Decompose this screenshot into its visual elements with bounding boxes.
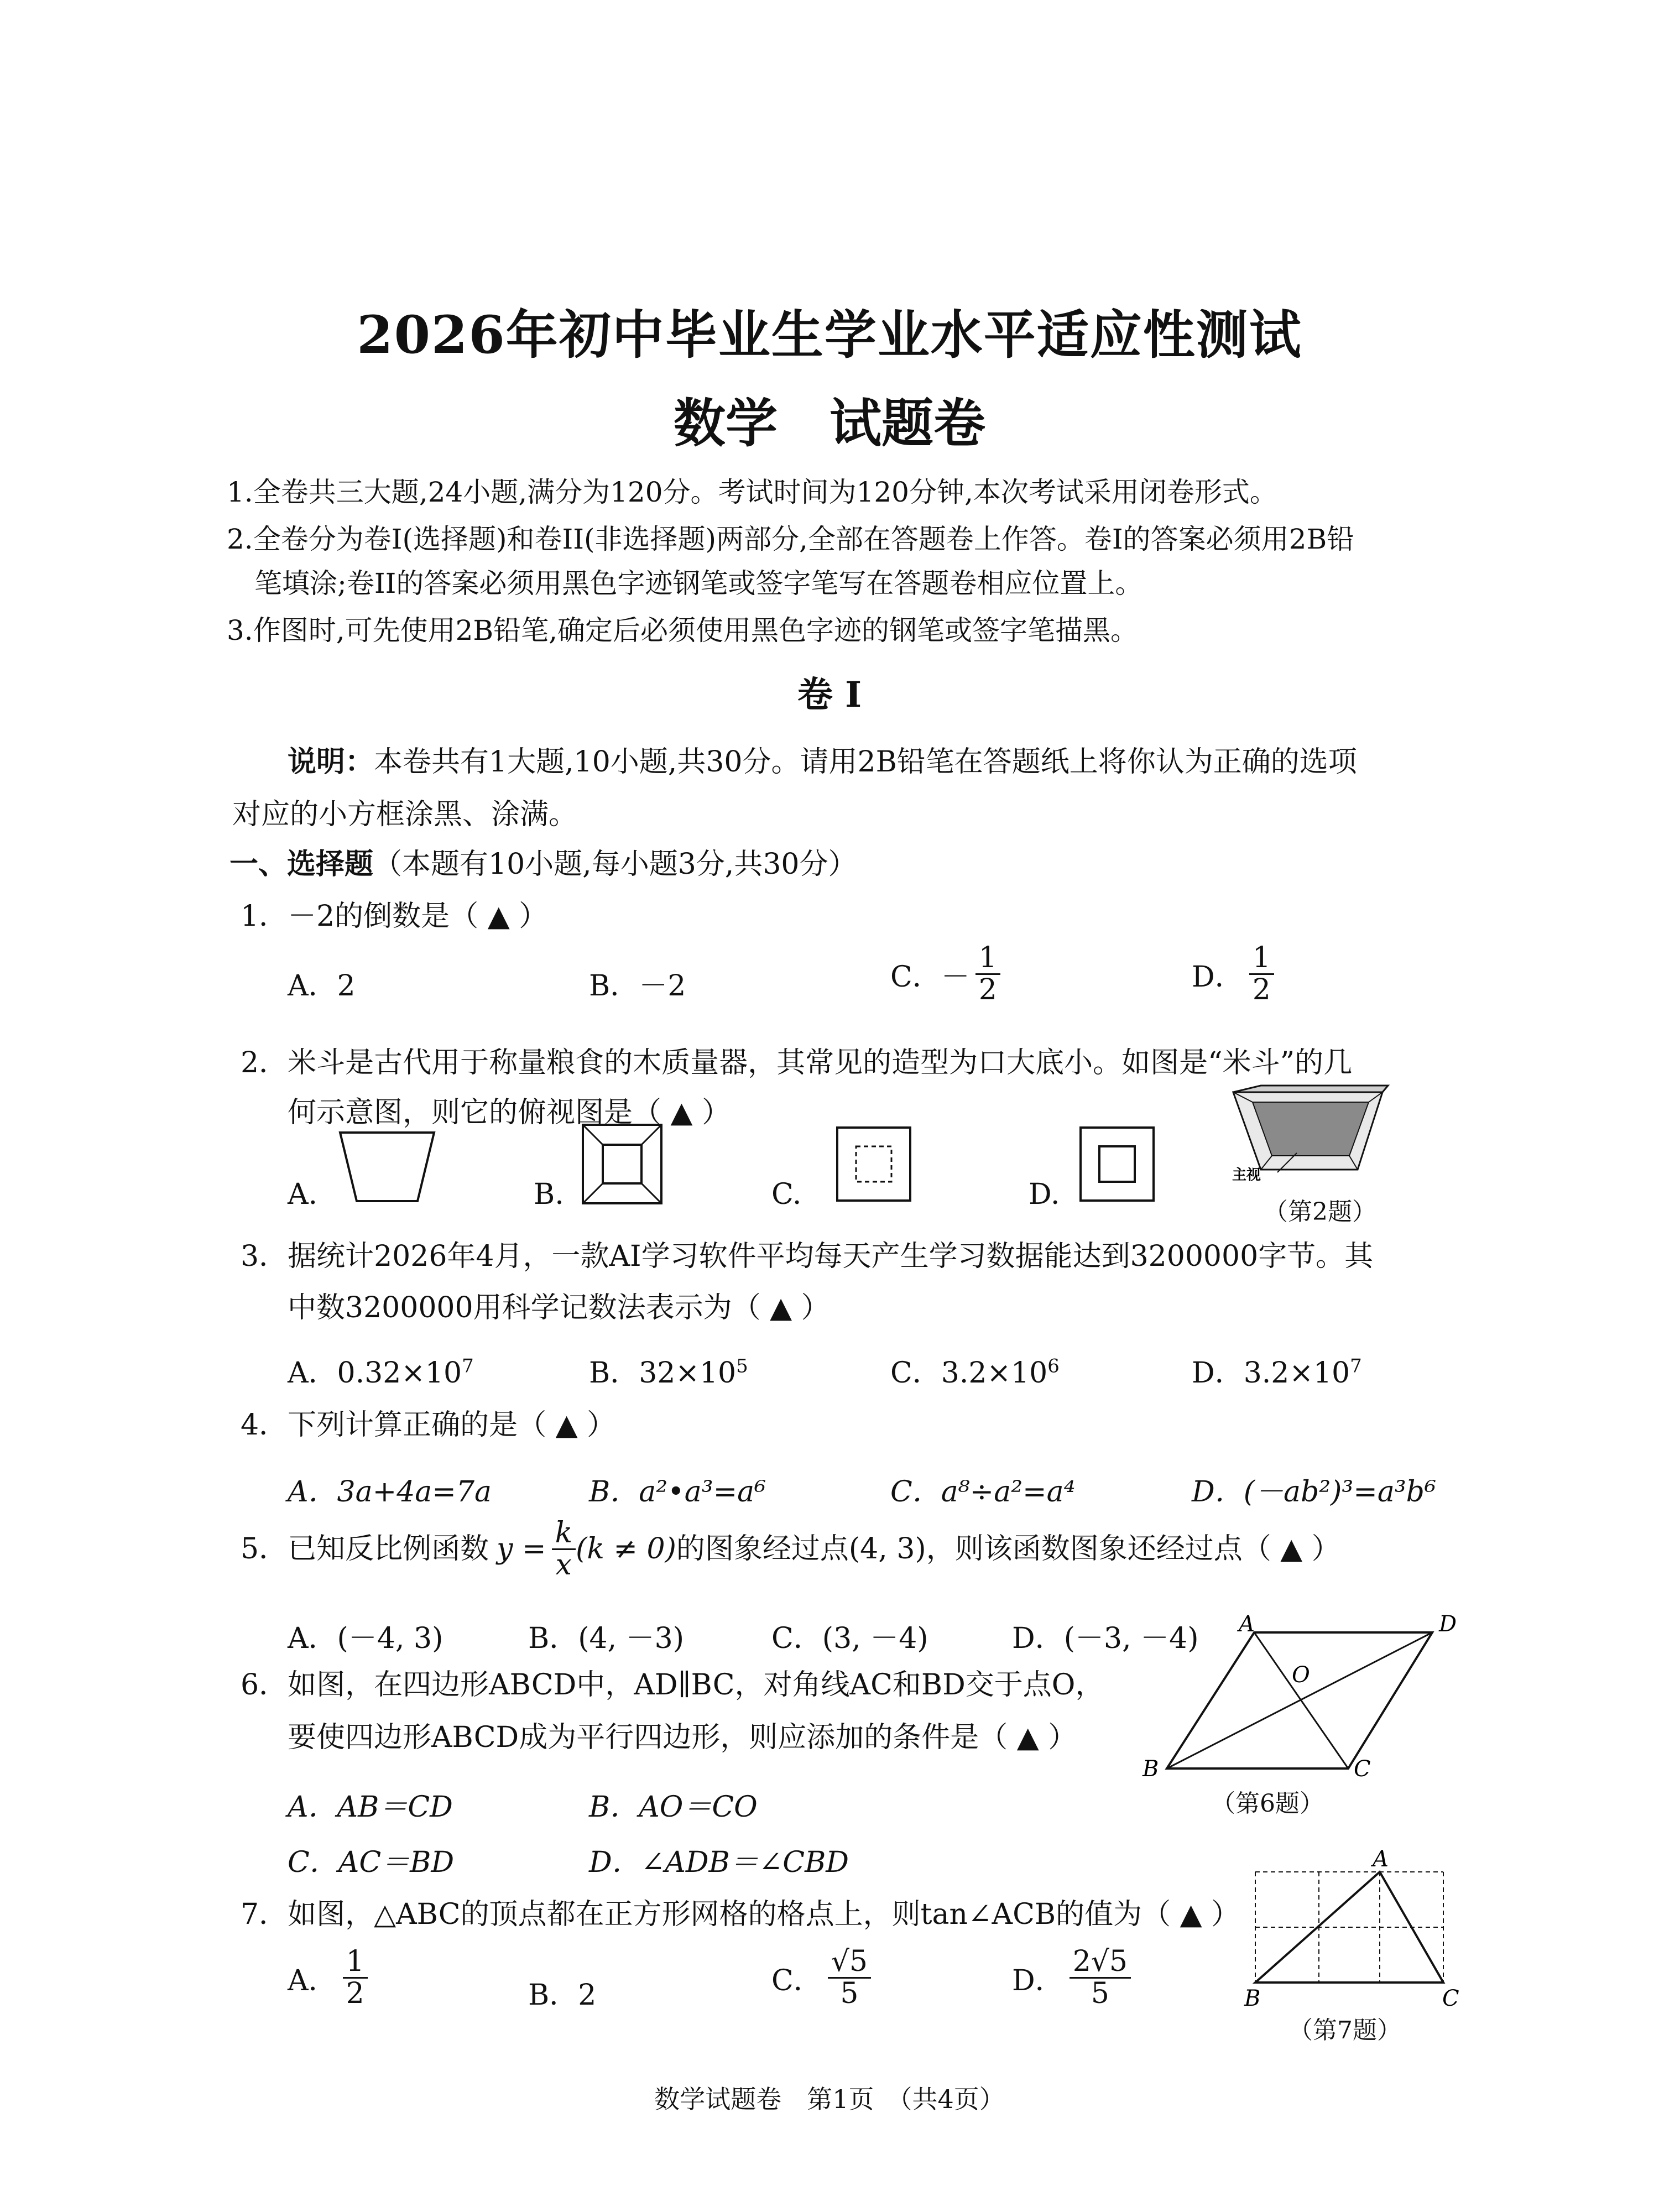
q2-option-b: B. — [534, 1178, 564, 1211]
instruction-1: 1.全卷共三大题,24小题,满分为120分。考试时间为120分钟,本次考试采用闭卷形式。 — [227, 476, 1277, 508]
q3-line2: 中数3200000用科学记数法表示为（ ▲ ） — [288, 1291, 830, 1324]
q2-option-d-figure — [1078, 1125, 1156, 1203]
q2-option-b-figure — [581, 1123, 664, 1206]
q3-a-exp: 7 — [462, 1355, 474, 1378]
q6-label-a: A — [1239, 1611, 1255, 1637]
q3-d-exp: 7 — [1350, 1355, 1362, 1378]
q1-option-c — [890, 943, 1000, 1005]
section-note — [232, 735, 1449, 841]
q7-c-num: √5 — [828, 1947, 871, 1979]
q6-line1: 6．如图，在四边形ABCD中，AD∥BC，对角线AC和BD交于点O， — [241, 1668, 1104, 1702]
q2-option-a-figure — [337, 1128, 437, 1206]
q6-label-b: B — [1142, 1756, 1159, 1781]
q2-line2: 何示意图，则它的俯视图是（ ▲ ） — [288, 1096, 731, 1129]
q4-stem: 4．下列计算正确的是（ ▲ ） — [241, 1408, 616, 1442]
q3-option-d — [1192, 1349, 1362, 1391]
q7-caption: （第7题） — [1288, 2016, 1401, 2044]
q1-d-label: D． — [1192, 960, 1244, 994]
q7-label-b: B — [1244, 1986, 1261, 2010]
q1-stem: 1．－2的倒数是（ ▲ ） — [241, 900, 548, 933]
section-title: 卷 I — [797, 674, 862, 716]
q6-option-b: B．AO＝CO — [589, 1791, 758, 1824]
q7-a-num: 1 — [343, 1947, 368, 1979]
q5-stem — [241, 1518, 1340, 1580]
q2-option-a: A. — [288, 1178, 318, 1211]
exam-title: 2026年初中毕业生学业水平适应性测试 — [357, 305, 1302, 366]
q4-option-d: D．(－ab²)³=a³b⁶ — [1192, 1475, 1436, 1509]
q7-label-c: C — [1442, 1986, 1459, 2010]
q7-a-den: 2 — [346, 1976, 364, 2010]
q2-option-c: C. — [771, 1178, 802, 1211]
page-footer: 数学试题卷 第1页 （共4页） — [654, 2084, 1005, 2114]
q1-d-fraction — [1249, 943, 1274, 1005]
q3-option-a — [288, 1349, 474, 1391]
q6-quadrilateral-figure — [1134, 1609, 1471, 1781]
q7-grid-figure — [1233, 1850, 1465, 2010]
instruction-2-cont: 笔填涂;卷II的答案必须用黑色字迹钢笔或签字笔写在答题卷相应位置上。 — [254, 567, 1143, 599]
q6-caption: （第6题） — [1211, 1790, 1324, 1818]
q6-option-c: C．AC＝BD — [288, 1846, 455, 1879]
q1-option-d — [1192, 943, 1274, 1005]
q7-c-label: C． — [771, 1964, 822, 1997]
q1-c-label: C．－ — [890, 960, 970, 994]
q7-a-label: A． — [288, 1964, 337, 1997]
q6-line2: 要使四边形ABCD成为平行四边形，则应添加的条件是（ ▲ ） — [288, 1721, 1077, 1754]
q3-d-base: D．3.2×10 — [1192, 1357, 1350, 1390]
q1-c-fraction — [975, 943, 1000, 1005]
q3-option-b — [589, 1349, 748, 1391]
q5-post: 的图象经过点(4, 3)，则该函数图象还经过点（ ▲ ） — [676, 1532, 1340, 1566]
q2-caption: （第2题） — [1264, 1198, 1376, 1226]
q2-rice-measure-figure — [1222, 1081, 1399, 1192]
q7-d-label: D． — [1012, 1964, 1064, 1997]
q6-label-o: O — [1292, 1662, 1310, 1688]
q5-option-d: D．(－3, －4) — [1012, 1622, 1199, 1655]
q7-d-fraction — [1070, 1947, 1131, 2008]
q5-num: k — [552, 1518, 576, 1550]
q5-cond: (k ≠ 0) — [576, 1532, 676, 1566]
note-line2: 对应的小方框涂黑、涂满。 — [232, 798, 578, 831]
q3-line1: 3．据统计2026年4月，一款AI学习软件平均每天产生学习数据能达到3200000字节。其 — [241, 1240, 1374, 1273]
q5-option-c: C．(3, －4) — [771, 1622, 928, 1655]
q7-c-fraction — [828, 1947, 871, 2008]
q2-figure-label: 主视 — [1232, 1167, 1261, 1183]
instruction-3: 3.作图时,可先使用2B铅笔,确定后必须使用黑色字迹的钢笔或签字笔描黑。 — [227, 614, 1139, 646]
q1-d-den: 2 — [1252, 973, 1271, 1006]
q6-option-a: A．AB＝CD — [288, 1791, 453, 1824]
q3-c-exp: 6 — [1047, 1355, 1060, 1378]
part-heading — [229, 838, 857, 891]
q5-option-b: B．(4, －3) — [528, 1622, 685, 1655]
q6-label-c: C — [1354, 1756, 1371, 1781]
q7-label-a: A — [1373, 1850, 1389, 1872]
q4-option-c: C．a⁸÷a²=a⁴ — [890, 1475, 1076, 1509]
q4-option-a: A．3a+4a=7a — [288, 1475, 492, 1509]
q7-option-c — [771, 1947, 871, 2008]
q7-c-den: 5 — [840, 1976, 859, 2010]
q2-option-c-figure — [835, 1125, 912, 1203]
q3-c-base: C．3.2×10 — [890, 1357, 1048, 1390]
q5-pre: 5．已知反比例函数 — [241, 1532, 489, 1566]
q2-line1: 2．米斗是古代用于称量粮食的木质量器，其常见的造型为口大底小。如图是“米斗”的几 — [241, 1046, 1353, 1079]
q7-d-num: 2√5 — [1070, 1947, 1131, 1979]
q3-b-exp: 5 — [736, 1355, 748, 1378]
q6-option-d: D．∠ADB＝∠CBD — [589, 1846, 849, 1879]
q4-option-b: B．a²•a³=a⁶ — [589, 1475, 766, 1509]
q3-b-base: B．32×10 — [589, 1357, 737, 1390]
q7-option-d — [1012, 1947, 1131, 2008]
q1-c-den: 2 — [978, 973, 997, 1006]
q3-option-c — [890, 1349, 1060, 1391]
q5-option-a: A．(－4, 3) — [288, 1622, 444, 1655]
q7-d-den: 5 — [1091, 1976, 1109, 2010]
q6-label-d: D — [1439, 1611, 1457, 1637]
q5-fraction — [552, 1518, 576, 1580]
q2-option-d: D. — [1029, 1178, 1060, 1211]
q1-c-num: 1 — [975, 943, 1000, 975]
q1-d-num: 1 — [1249, 943, 1274, 975]
note-line1: 本卷共有1大题,10小题,共30分。请用2B铅笔在答题纸上将你认为正确的选项 — [374, 745, 1357, 779]
q7-stem: 7．如图，△ABC的顶点都在正方形网格的格点上，则tan∠ACB的值为（ ▲ ） — [241, 1898, 1240, 1931]
exam-subtitle: 数学 试题卷 — [673, 393, 985, 454]
q5-y: y = — [497, 1532, 546, 1566]
q1-option-a: A．2 — [288, 969, 356, 1003]
part-desc: （本题有10小题,每小题3分,共30分） — [373, 848, 857, 881]
q7-a-fraction — [343, 1947, 368, 2008]
instruction-2: 2.全卷分为卷I(选择题)和卷II(非选择题)两部分,全部在答题卷上作答。卷I的答案必须用2B铅 — [227, 523, 1355, 555]
q1-option-b: B．－2 — [589, 969, 686, 1003]
q7-option-b: B．2 — [528, 1979, 597, 2012]
part-label: 一、选择题 — [229, 847, 374, 881]
q3-a-base: A．0.32×10 — [288, 1357, 462, 1390]
q7-option-a — [288, 1947, 368, 2008]
note-label: 说明： — [288, 745, 374, 779]
q5-den: x — [555, 1548, 572, 1582]
